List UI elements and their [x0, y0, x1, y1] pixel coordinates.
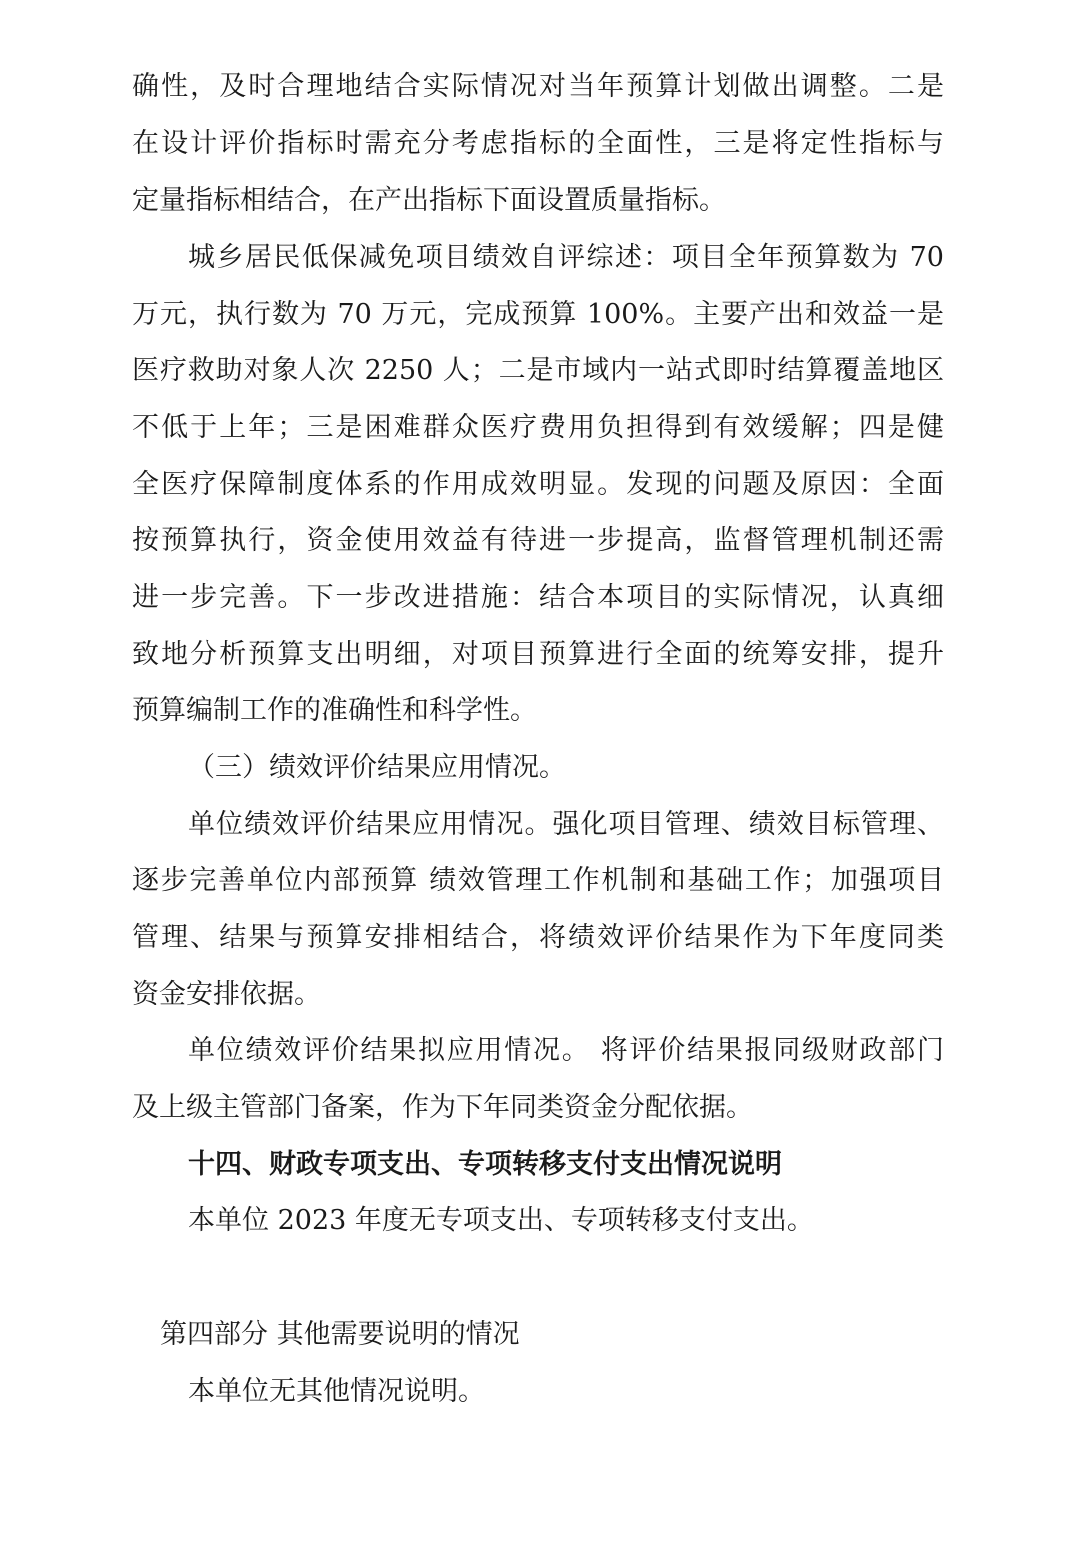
paragraph-line: 定量指标相结合，在产出指标下面设置质量指标。	[132, 185, 726, 216]
paragraph-line: 本单位 2023 年度无专项支出、专项转移支付支出。	[188, 1205, 814, 1236]
paragraph-line: 不低于上年；三是困难群众医疗费用负担得到有效缓解；四是健	[132, 412, 944, 443]
paragraph-line: 管理、结果与预算安排相结合，将绩效评价结果作为下年度同类	[132, 922, 944, 953]
paragraph-line: 全医疗保障制度体系的作用成效明显。发现的问题及原因：全面	[132, 469, 944, 500]
paragraph-line: 本单位无其他情况说明。	[188, 1376, 485, 1407]
paragraph-line: 确性，及时合理地结合实际情况对当年预算计划做出调整。二是	[132, 71, 944, 102]
paragraph-line: 致地分析预算支出明细，对项目预算进行全面的统筹安排，提升	[132, 639, 944, 670]
section-subheading: （三）绩效评价结果应用情况。	[188, 752, 566, 783]
paragraph-line: 单位绩效评价结果拟应用情况。 将评价结果报同级财政部门	[188, 1035, 944, 1066]
paragraph-line: 万元，执行数为 70 万元，完成预算 100%。主要产出和效益一是	[132, 299, 944, 330]
section-heading: 十四、财政专项支出、专项转移支付支出情况说明	[188, 1149, 782, 1180]
paragraph-line: 单位绩效评价结果应用情况。强化项目管理、绩效目标管理、	[188, 809, 944, 840]
paragraph-line: 进一步完善。下一步改进措施：结合本项目的实际情况，认真细	[132, 582, 944, 613]
paragraph-line: 资金安排依据。	[132, 979, 321, 1010]
paragraph-line: 预算编制工作的准确性和科学性。	[132, 695, 537, 726]
part-heading: 第四部分 其他需要说明的情况	[160, 1319, 520, 1350]
paragraph-line: 按预算执行，资金使用效益有待进一步提高，监督管理机制还需	[132, 525, 944, 556]
paragraph-line: 城乡居民低保减免项目绩效自评综述：项目全年预算数为 70	[188, 242, 944, 273]
paragraph-line: 医疗救助对象人次 2250 人；二是市域内一站式即时结算覆盖地区	[132, 355, 944, 386]
paragraph-line: 及上级主管部门备案，作为下年同类资金分配依据。	[132, 1092, 753, 1123]
paragraph-line: 逐步完善单位内部预算 绩效管理工作机制和基础工作；加强项目	[132, 865, 944, 896]
paragraph-line: 在设计评价指标时需充分考虑指标的全面性，三是将定性指标与	[132, 128, 944, 159]
